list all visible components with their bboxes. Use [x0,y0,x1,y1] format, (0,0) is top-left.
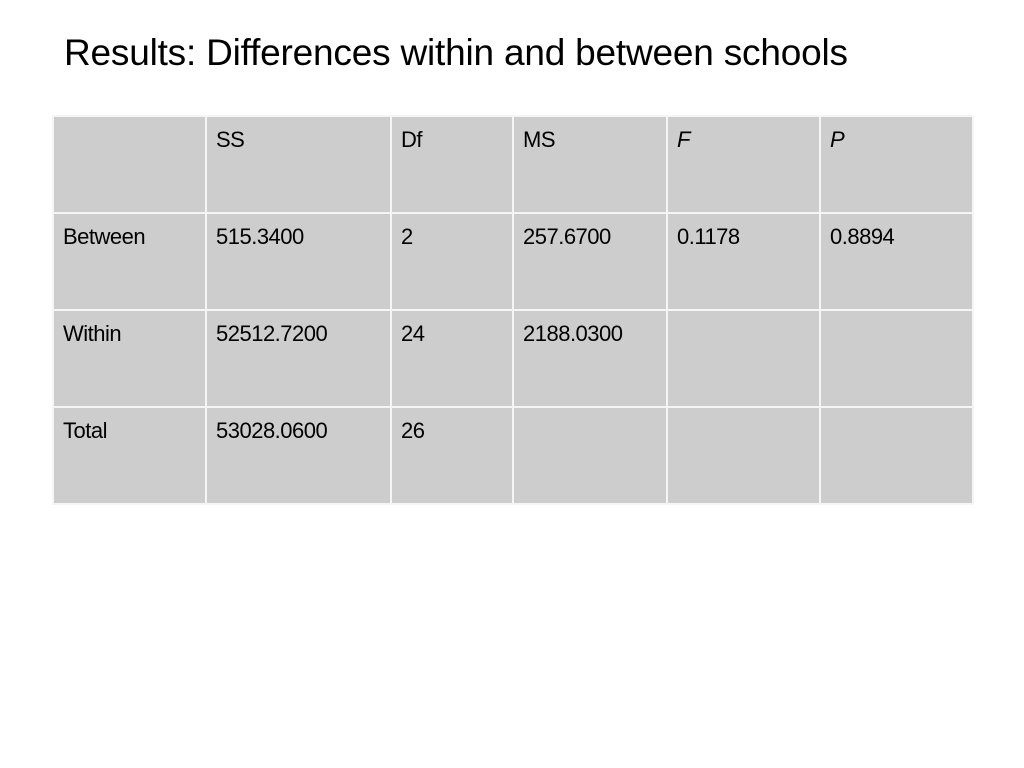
cell-between-ms: 257.6700 [513,213,667,310]
cell-between-p: 0.8894 [820,213,973,310]
anova-table [52,115,974,505]
header-cell-df: Df [391,116,513,213]
cell-total-ss: 53028.0600 [206,407,391,504]
header-cell-f: F [667,116,820,213]
table-row-within [53,310,973,407]
slide-title: Results: Differences within and between schools [64,32,848,73]
row-label-total: Total [53,407,206,504]
header-cell-p: P [820,116,973,213]
cell-within-ss: 52512.7200 [206,310,391,407]
cell-total-df: 26 [391,407,513,504]
cell-total-f [667,407,820,504]
row-label-between: Between [53,213,206,310]
table-row-total [53,407,973,504]
cell-between-df: 2 [391,213,513,310]
cell-within-p [820,310,973,407]
cell-within-df: 24 [391,310,513,407]
table-row-between [53,213,973,310]
row-label-within: Within [53,310,206,407]
cell-total-ms [513,407,667,504]
cell-between-f: 0.1178 [667,213,820,310]
header-cell-ss: SS [206,116,391,213]
cell-total-p [820,407,973,504]
header-cell-empty [53,116,206,213]
table-header-row [53,116,973,213]
cell-within-ms: 2188.0300 [513,310,667,407]
cell-between-ss: 515.3400 [206,213,391,310]
cell-within-f [667,310,820,407]
header-cell-ms: MS [513,116,667,213]
